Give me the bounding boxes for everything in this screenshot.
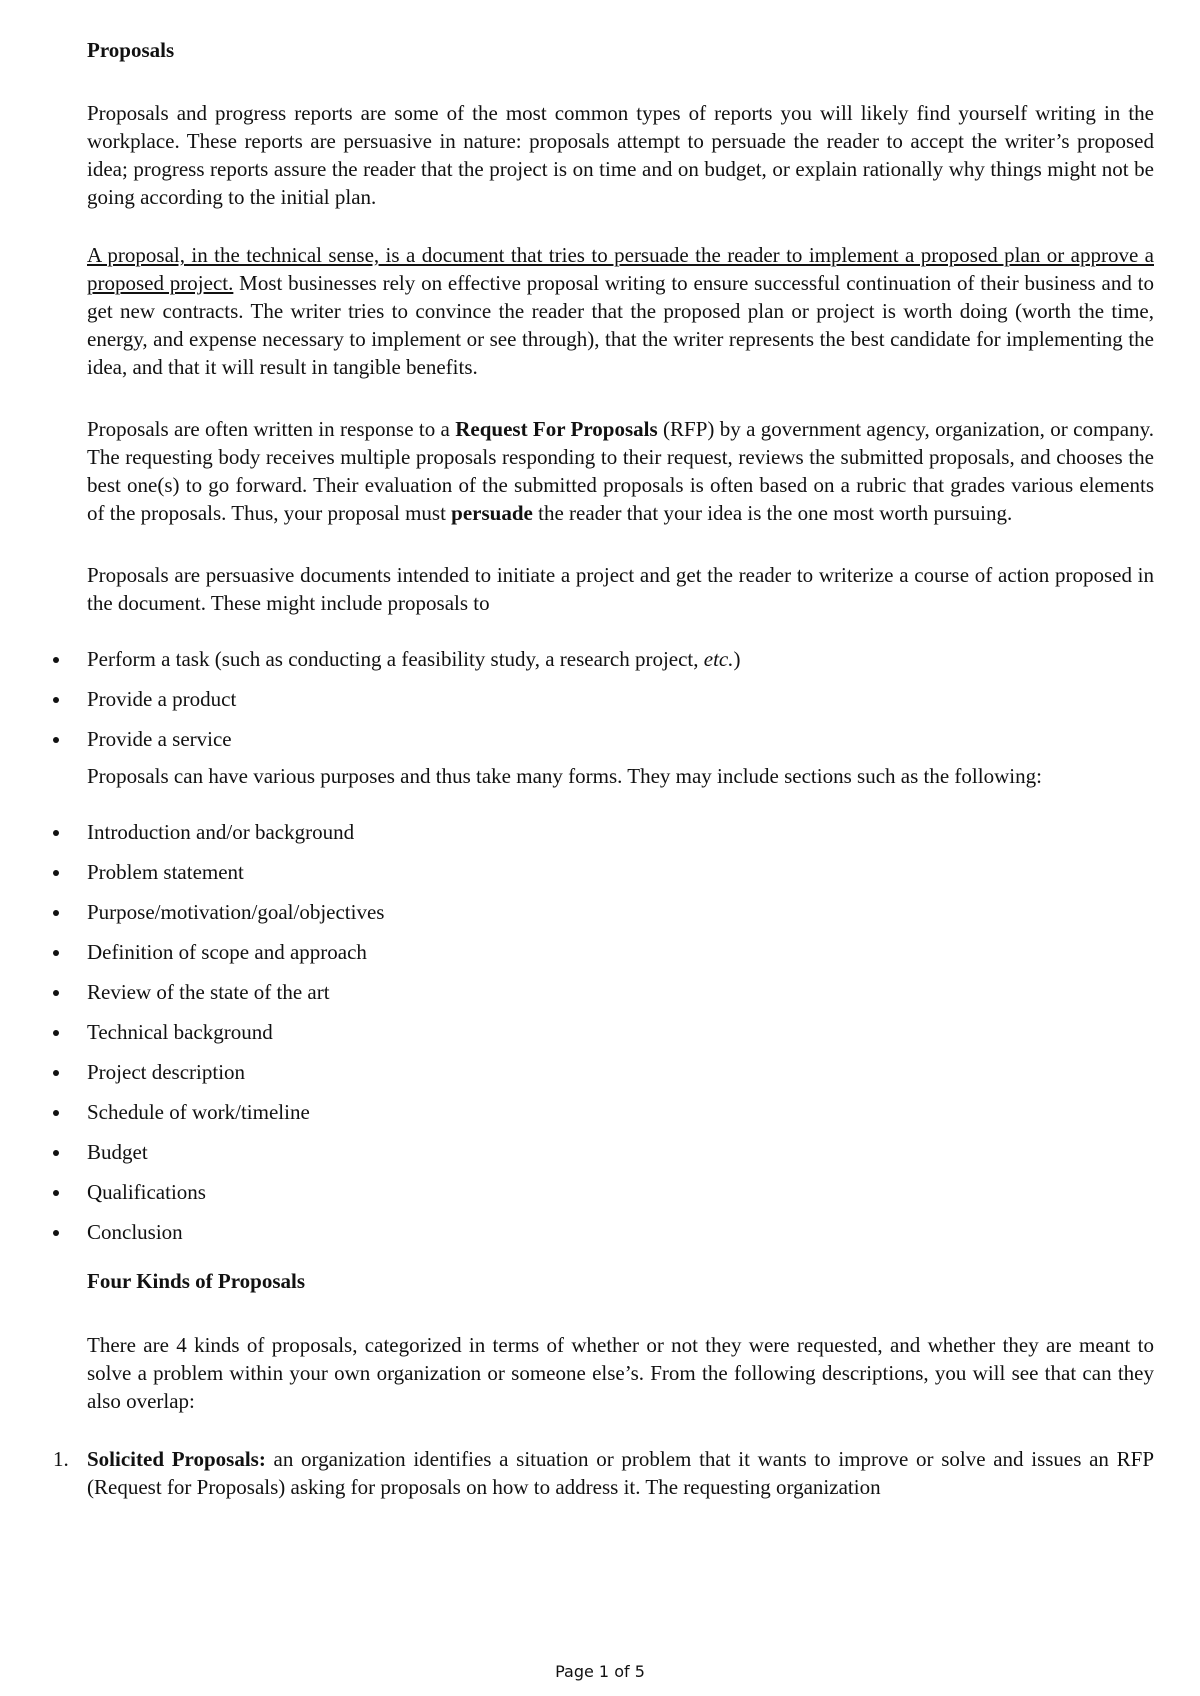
rfp-text-2: (RFP) by a government agency, organization, or company. The requesting body receives multiple proposals responding to their request, reviews the submitted proposals, and chooses the best one(s) to go forward. Their evaluation of the submitted proposals is often based on a rubric that grades various elements of the proposals. Thus, your proposal must [87,417,1154,525]
list-item: Problem statement [87,858,1154,898]
page-content [53,36,1154,1501]
list-item: Provide a product [87,685,1154,725]
bullet-icon [53,1230,59,1236]
bullet-icon [53,950,59,956]
definition-underlined-text: A proposal, in the technical sense, is a document that tries to persuade the reader to implement a proposed plan or approve a proposed project. [87,243,1154,295]
bullet-icon [53,697,59,703]
bullet-icon [53,1070,59,1076]
sections-list [87,818,1154,1258]
bullet-icon [53,1030,59,1036]
kinds-intro-paragraph: There are 4 kinds of proposals, categorized in terms of whether or not they were requested, and whether they are meant to solve a problem within your own organization or someone else’s. From the following descriptions, you will see that can they also overlap: [87,1333,1154,1413]
kinds-list [53,1445,1154,1501]
list-item: Technical background [87,1018,1154,1058]
rfp-text-1: Proposals are often written in response to a [87,417,456,441]
bullet-icon [53,990,59,996]
list-number: 1. [53,1447,69,1471]
list-item: Review of the state of the art [87,978,1154,1018]
list-item: Budget [87,1138,1154,1178]
definition-rest-text: Most businesses rely on effective proposal writing to ensure successful continuation of their business and to get new contracts. The writer tries to convince the reader that the proposed plan or project is worth doing (worth the time, energy, and expense necessary to implement or see through), that the writer represents the best candidate for implementing the idea, and that it will result in tangible benefits. [87,271,1154,379]
list-item: Introduction and/or background [87,818,1154,858]
list-item: Qualifications [87,1178,1154,1218]
bullet-icon [53,657,59,663]
kind-label: Solicited Proposals: [87,1447,266,1471]
rfp-paragraph [87,415,1154,527]
list-item: Perform a task (such as conducting a feasibility study, a research project, etc.) [87,645,1154,685]
bullet-icon [53,1150,59,1156]
bullet-icon [53,1110,59,1116]
bullet-icon [53,870,59,876]
definition-paragraph [87,241,1154,381]
bullet-icon [53,737,59,743]
list-item: Schedule of work/timeline [87,1098,1154,1138]
rfp-text-3: the reader that your idea is the one most worth pursuing. [532,501,1013,525]
list-item: Conclusion [87,1218,1154,1258]
proposal-actions-list [87,645,1154,765]
bullet-icon [53,830,59,836]
kind-description: an organization identifies a situation or problem that it wants to improve or solve and issues an RFP (Request for Proposals) asking for proposals on how to address it. The requesting organization [87,1447,1154,1499]
forms-paragraph: Proposals can have various purposes and thus take many forms. They may include sections such as the following: [87,764,1042,788]
section-heading-four-kinds: Four Kinds of Proposals [87,1269,306,1293]
list-item [53,1445,1154,1501]
intro-paragraph: Proposals and progress reports are some of the most common types of reports you will likely find yourself writing in the workplace. These reports are persuasive in nature: proposals attempt to persuade the reader to accept the writer’s proposed idea; progress reports assure the reader that the project is on time and on budget, or explain rationally why things might not be going according to the initial plan. [87,101,1154,209]
bullet-icon [53,1190,59,1196]
list-item: Definition of scope and approach [87,938,1154,978]
page-footer: Page 1 of 5 [555,1662,645,1681]
page-title: Proposals [87,38,175,62]
rfp-bold-persuade: persuade [451,501,533,525]
list-item: Provide a service [87,725,1154,765]
list-item: Project description [87,1058,1154,1098]
purpose-paragraph: Proposals are persuasive documents intended to initiate a project and get the reader to writerize a course of action proposed in the document. These might include proposals to [87,563,1154,615]
bullet-icon [53,910,59,916]
rfp-bold-term: Request For Proposals [455,417,658,441]
list-item: Purpose/motivation/goal/objectives [87,898,1154,938]
